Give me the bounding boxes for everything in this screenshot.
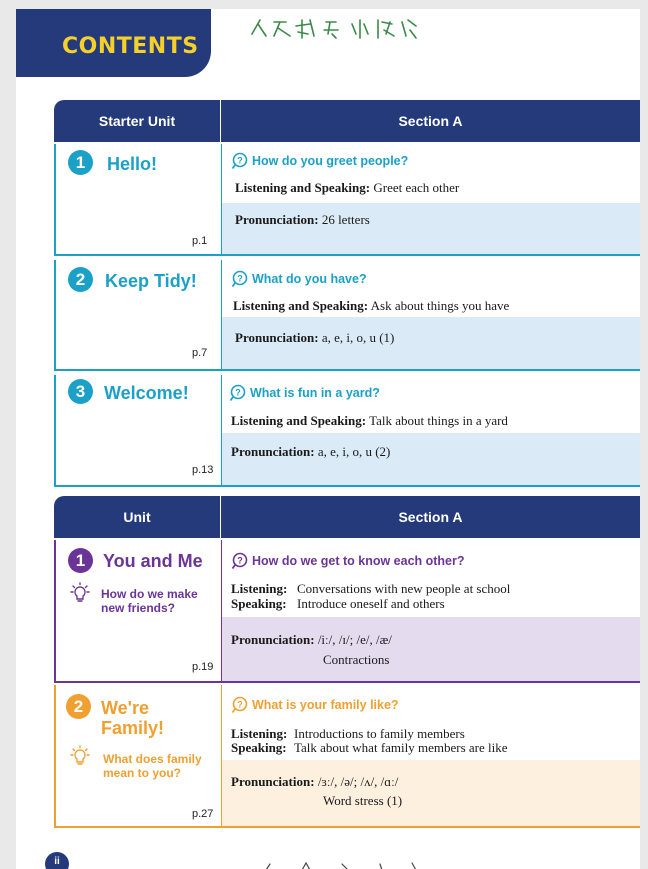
pronunciation-line xyxy=(231,632,392,648)
unit-number-badge: 1 xyxy=(68,150,93,175)
pronunciation-line-2: Word stress (1) xyxy=(323,793,403,808)
pron-text: /iː/, /ɪ/; /e/, /æ/ xyxy=(317,632,392,647)
big-question-line2: mean to you? xyxy=(103,766,182,780)
pron-label: Pronunciation: xyxy=(235,330,319,345)
unit-big-question xyxy=(103,752,202,780)
pronunciation-line xyxy=(235,212,370,228)
svg-text:?: ? xyxy=(237,273,243,284)
starter-col-header-section: Section A xyxy=(221,100,640,142)
big-question-line1: What does family xyxy=(103,752,202,766)
unit-title: You and Me xyxy=(103,551,203,571)
big-question-line1: How do we make xyxy=(101,587,198,601)
page-number-badge: ii xyxy=(45,852,69,869)
speaking-text: Introduce oneself and others xyxy=(297,596,445,611)
footer-publisher-logo xyxy=(262,860,422,869)
listening-text: Conversations with new people at school xyxy=(297,581,511,596)
listening-speaking-line xyxy=(235,180,459,196)
pronunciation-band xyxy=(222,617,640,681)
question-row xyxy=(231,696,399,714)
pronunciation-line-2: Contractions xyxy=(323,652,390,667)
ls-text: Greet each other xyxy=(373,180,460,195)
ls-text: Talk about things in a yard xyxy=(369,413,508,428)
big-question-line2: new friends? xyxy=(101,601,176,615)
question-text: How do you greet people? xyxy=(252,154,409,168)
lightbulb-icon xyxy=(68,745,92,769)
page-reference: p.19 xyxy=(192,661,214,673)
pron-label: Pronunciation: xyxy=(231,444,315,459)
pron-text: a, e, i, o, u (2) xyxy=(317,444,391,459)
header-divider xyxy=(220,100,221,142)
listening-speaking-line xyxy=(231,413,508,429)
ls-text: Ask about things you have xyxy=(370,298,510,313)
pron-text: a, e, i, o, u (1) xyxy=(321,330,395,345)
pronunciation-band xyxy=(222,203,640,254)
listening-label: Listening: xyxy=(231,726,288,741)
contents-title: CONTENTS xyxy=(62,34,199,59)
pronunciation-line xyxy=(231,774,398,790)
unit-number-badge: 3 xyxy=(68,379,93,404)
ls-label: Listening and Speaking: xyxy=(231,413,367,428)
question-row xyxy=(231,552,465,570)
publisher-logo xyxy=(244,12,419,42)
question-magnifier-icon xyxy=(229,384,247,402)
pron-label: Pronunciation: xyxy=(231,632,315,647)
listening-line xyxy=(231,581,510,597)
speaking-line xyxy=(231,596,445,612)
unit-title-line1: We're xyxy=(101,698,149,718)
unit-title xyxy=(101,698,164,738)
unit-title: Welcome! xyxy=(104,383,189,403)
page-reference: p.27 xyxy=(192,808,214,820)
unit-number-badge: 2 xyxy=(66,694,91,719)
question-magnifier-icon xyxy=(231,152,249,170)
question-magnifier-icon xyxy=(231,696,249,714)
header-divider xyxy=(220,496,221,538)
unit-title-line2: Family! xyxy=(101,718,165,738)
unit-col-header-section: Section A xyxy=(221,496,640,538)
unit-title: Keep Tidy! xyxy=(105,271,197,291)
pron-label: Pronunciation: xyxy=(231,774,315,789)
question-row xyxy=(231,152,408,170)
pronunciation-line xyxy=(235,330,394,346)
pronunciation-band xyxy=(222,760,640,826)
page-reference: p.13 xyxy=(192,464,214,476)
unit-col-header-unit: Unit xyxy=(54,496,220,538)
pronunciation-line xyxy=(231,444,390,460)
svg-text:?: ? xyxy=(235,387,241,398)
pron-text: /ɜː/, /ə/; /ʌ/, /ɑː/ xyxy=(317,774,399,789)
listening-label: Listening: xyxy=(231,581,288,596)
question-text: What do you have? xyxy=(252,272,367,286)
question-row xyxy=(231,270,367,288)
unit-title: Hello! xyxy=(107,154,158,174)
question-magnifier-icon xyxy=(231,552,249,570)
page-reference: p.7 xyxy=(192,347,208,359)
pron-text: 26 letters xyxy=(321,212,370,227)
pron-label: Pronunciation: xyxy=(235,212,319,227)
speaking-label: Speaking: xyxy=(231,740,287,755)
listening-speaking-line xyxy=(233,298,509,314)
starter-col-header-unit: Starter Unit xyxy=(54,100,220,142)
svg-text:?: ? xyxy=(237,555,243,566)
speaking-label: Speaking: xyxy=(231,596,287,611)
question-text: How do we get to know each other? xyxy=(252,554,465,568)
question-row xyxy=(229,384,380,402)
question-text: What is your family like? xyxy=(252,698,399,712)
listening-text: Introductions to family members xyxy=(294,726,465,741)
question-text: What is fun in a yard? xyxy=(250,386,380,400)
question-magnifier-icon xyxy=(231,270,249,288)
page-reference: p.1 xyxy=(192,235,208,247)
svg-text:?: ? xyxy=(237,699,243,710)
speaking-line xyxy=(231,740,508,756)
speaking-text: Talk about what family members are like xyxy=(294,740,508,755)
unit-big-question xyxy=(101,587,198,615)
svg-text:?: ? xyxy=(237,155,243,166)
unit-number-badge: 1 xyxy=(68,548,93,573)
lightbulb-icon xyxy=(68,582,92,606)
ls-label: Listening and Speaking: xyxy=(233,298,369,313)
unit-number-badge: 2 xyxy=(68,267,93,292)
ls-label: Listening and Speaking: xyxy=(235,180,371,195)
